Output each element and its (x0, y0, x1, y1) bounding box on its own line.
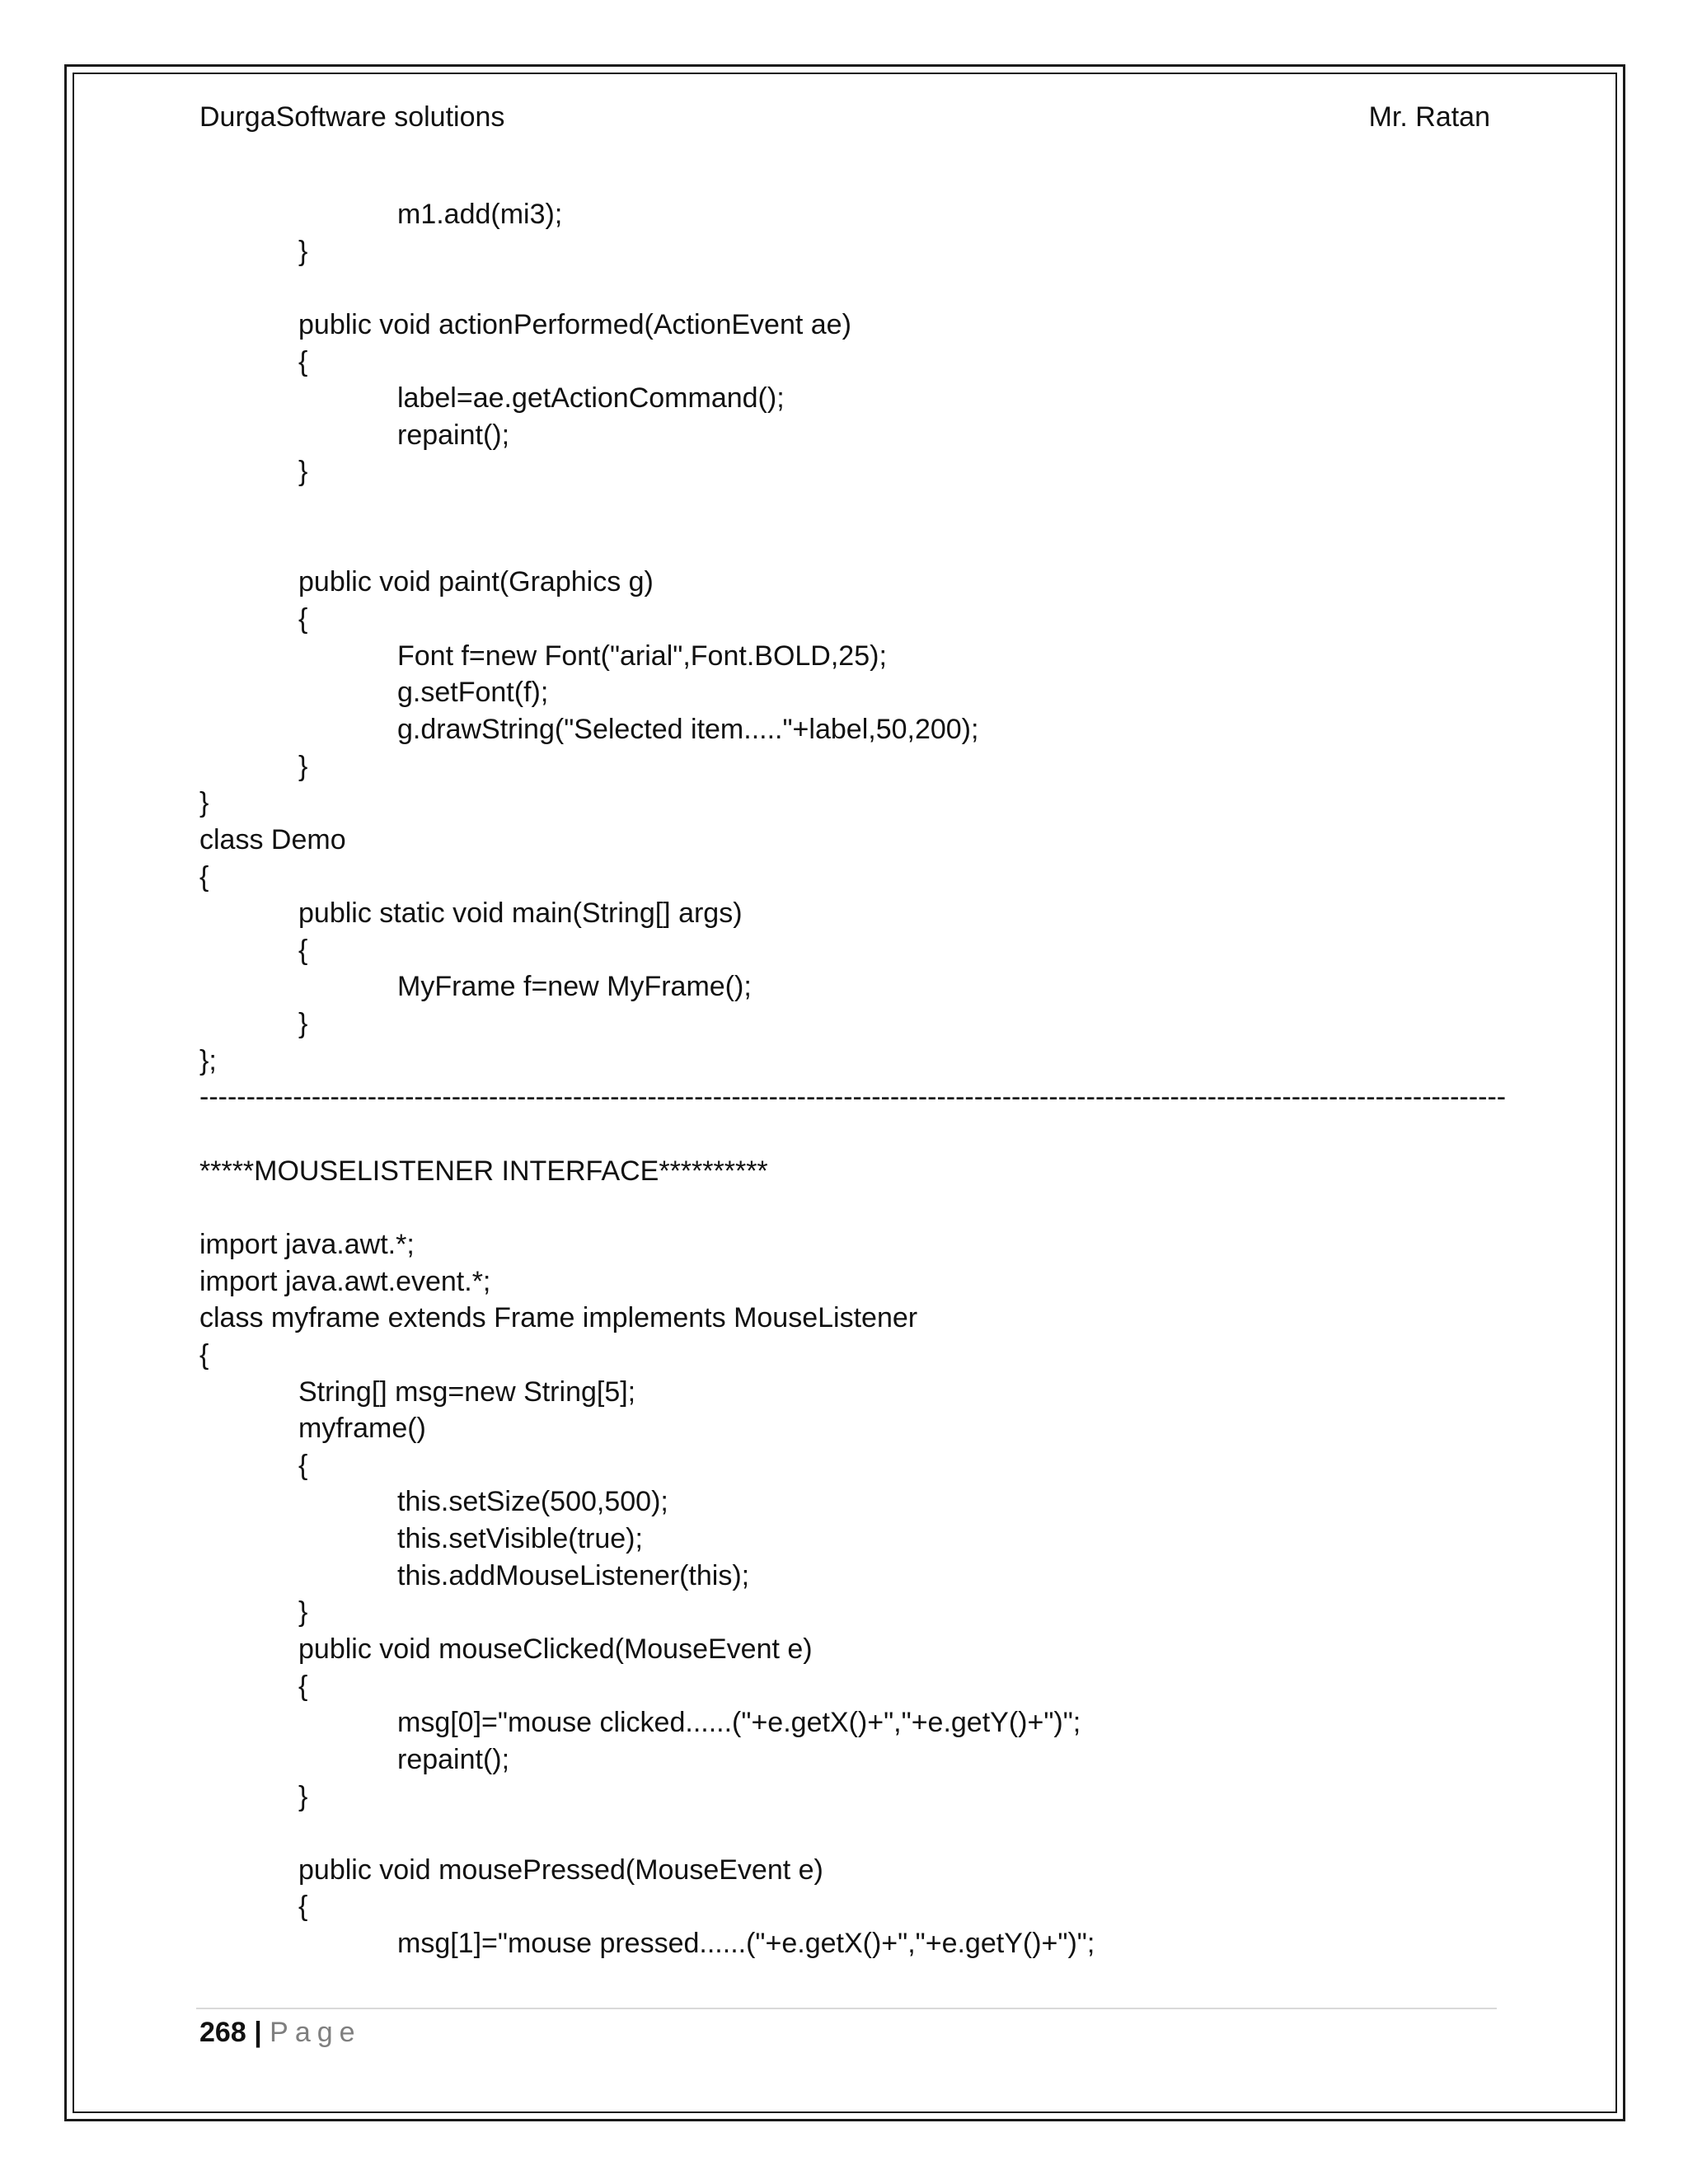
code-line: class myframe extends Frame implements MouseListener (199, 1302, 918, 1334)
code-line: Font f=new Font("arial",Font.BOLD,25); (397, 640, 887, 672)
code-line: repaint(); (397, 1743, 510, 1775)
code-line: { (298, 934, 308, 966)
code-line: this.setVisible(true); (397, 1523, 643, 1555)
code-line: { (199, 860, 209, 893)
section-separator: -------------------------------------------------------------------------------------------------------------------------------------------- (199, 1081, 1507, 1113)
footer-divider (196, 2008, 1497, 2009)
code-line: } (298, 1780, 308, 1812)
code-line: this.setSize(500,500); (397, 1486, 668, 1518)
code-line: repaint(); (397, 419, 510, 451)
code-line: this.addMouseListener(this); (397, 1559, 750, 1591)
code-line: public void mouseClicked(MouseEvent e) (298, 1633, 813, 1665)
code-line: import java.awt.*; (199, 1228, 415, 1260)
code-line: String[] msg=new String[5]; (298, 1376, 636, 1408)
code-line: msg[1]="mouse pressed......("+e.getX()+","+e.getY()+")"; (397, 1928, 1095, 1960)
footer-separator: | (254, 2017, 262, 2048)
code-line: msg[0]="mouse clicked......("+e.getX()+","+e.getY()+")"; (397, 1707, 1081, 1739)
code-line: } (199, 787, 209, 819)
code-line (199, 527, 1518, 565)
code-line: myframe() (298, 1413, 426, 1445)
code-line: { (298, 1670, 308, 1702)
code-line: public void actionPerformed(ActionEvent ae) (298, 308, 851, 340)
code-line: } (298, 1008, 308, 1040)
code-line (199, 490, 1518, 527)
code-listing (199, 196, 1518, 1962)
page-label: Page (270, 2017, 362, 2048)
header-author: Mr. Ratan (1368, 101, 1490, 133)
code-line: { (298, 1449, 308, 1481)
code-line: import java.awt.event.*; (199, 1265, 491, 1297)
code-line: g.setFont(f); (397, 677, 549, 709)
code-line: public void paint(Graphics g) (298, 566, 654, 598)
code-line (199, 1116, 1518, 1153)
code-line: { (298, 1891, 308, 1923)
code-line (199, 269, 1518, 307)
code-line: *****MOUSELISTENER INTERFACE********** (199, 1155, 768, 1187)
code-line: class Demo (199, 823, 346, 855)
code-line: public static void main(String[] args) (298, 898, 743, 930)
code-line: }; (199, 1044, 217, 1076)
code-line: } (298, 235, 308, 267)
code-line: MyFrame f=new MyFrame(); (397, 971, 752, 1003)
code-line: { (298, 603, 308, 635)
code-line: g.drawString("Selected item....."+label,50,200); (397, 713, 979, 745)
code-line: { (298, 345, 308, 377)
code-line (199, 1189, 1518, 1226)
page-footer (199, 2014, 362, 2050)
code-line: m1.add(mi3); (397, 199, 563, 230)
code-line: label=ae.getActionCommand(); (397, 382, 785, 415)
code-line: { (199, 1338, 209, 1371)
code-line: public void mousePressed(MouseEvent e) (298, 1854, 823, 1886)
code-line: } (298, 1596, 308, 1629)
page-number: 268 (199, 2017, 246, 2048)
header-company: DurgaSoftware solutions (199, 101, 505, 133)
code-line: } (298, 456, 308, 488)
code-line (199, 1815, 1518, 1852)
code-line: } (298, 750, 308, 782)
